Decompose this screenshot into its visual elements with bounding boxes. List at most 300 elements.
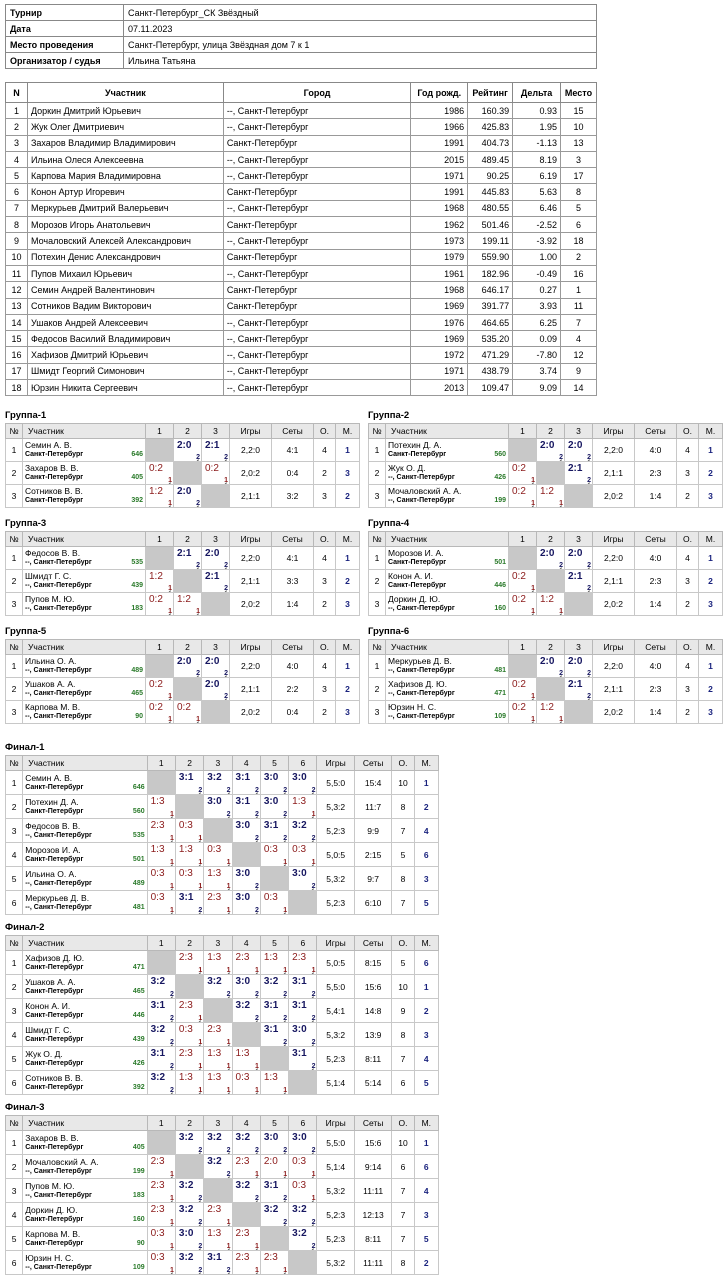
col-opponent-header: 3 <box>565 424 593 439</box>
participant-name-cell <box>23 701 146 724</box>
participant-cell: 8.19 <box>513 151 561 167</box>
match-points: 2 <box>254 1015 259 1022</box>
participant-city-line <box>25 963 144 973</box>
col-opponent-header: 3 <box>202 532 230 547</box>
participant-rating: 392 <box>132 1083 145 1091</box>
place-cell: 2 <box>699 462 723 485</box>
match-score: 2:0 <box>263 1156 278 1167</box>
match-score-cell <box>289 1047 317 1071</box>
participant-cell: 480.55 <box>468 200 513 216</box>
participant-city: --, Санкт-Петербург <box>25 1167 92 1175</box>
place-cell: 6 <box>414 951 438 975</box>
sets-cell: 14:8 <box>354 999 391 1023</box>
match-score-cell <box>232 1227 260 1251</box>
col-sets-header: Сеты <box>272 640 314 655</box>
col-sets-header: Сеты <box>635 424 677 439</box>
participant-cell: 1986 <box>411 103 468 119</box>
match-points: 1 <box>226 1063 231 1070</box>
games-cell: 2,1:1 <box>230 678 272 701</box>
participant-name: Доркин Д. Ю. <box>25 1204 78 1215</box>
match-score: 3:2 <box>178 1180 194 1191</box>
match-score: 3:1 <box>263 1024 279 1035</box>
participant-name-cell <box>23 867 147 891</box>
participant-row <box>6 233 597 249</box>
self-cell <box>147 771 175 795</box>
match-score: 2:1 <box>177 548 192 559</box>
standings-row <box>369 678 723 701</box>
participant-cell: 11 <box>6 265 28 281</box>
participant-city: --, Санкт-Петербург <box>388 690 455 697</box>
match-points: 2 <box>198 1267 203 1274</box>
participant-city-line <box>388 666 506 676</box>
match-score-cell <box>146 678 174 701</box>
participant-cell: 17 <box>561 168 597 184</box>
games-cell: 5,2:3 <box>317 1227 354 1251</box>
place-cell: 2 <box>414 1251 438 1275</box>
sets-cell: 12:13 <box>354 1203 391 1227</box>
participant-cell: 1991 <box>411 184 468 200</box>
participant-name-cell <box>23 462 146 485</box>
match-score-cell <box>537 547 565 570</box>
standings-row <box>6 1023 439 1047</box>
match-score-cell <box>202 462 230 485</box>
participant-name: Сотников В. В. <box>25 486 83 496</box>
participant-city-line <box>25 1083 144 1093</box>
col-num-header: № <box>6 1116 23 1131</box>
participant-cell: Пупов Михаил Юрьевич <box>27 265 223 281</box>
participant-row <box>6 380 597 396</box>
sets-cell: 1:4 <box>635 701 677 724</box>
participant-cell: Жук Олег Дмитриевич <box>27 119 223 135</box>
col-games-header: Игры <box>230 424 272 439</box>
participant-city-line <box>25 855 144 865</box>
col-participant-header: Участник <box>23 424 146 439</box>
row-number: 2 <box>6 678 23 701</box>
row-number: 4 <box>6 843 23 867</box>
col-points-header: О. <box>314 424 336 439</box>
match-points: 2 <box>196 562 200 569</box>
match-points: 1 <box>531 585 535 592</box>
match-points: 1 <box>254 967 259 974</box>
match-points: 1 <box>224 477 228 484</box>
participant-city-line <box>25 903 144 913</box>
participant-rating: 109 <box>132 1263 145 1271</box>
match-score-cell <box>289 1179 317 1203</box>
participant-city: --, Санкт-Петербург <box>25 559 92 566</box>
standings-row <box>6 795 439 819</box>
participant-cell: 15 <box>6 331 28 347</box>
participant-rating: 646 <box>131 451 143 458</box>
match-points: 2 <box>170 1015 174 1022</box>
participant-rating: 489 <box>132 879 145 887</box>
match-score: 2:3 <box>178 1048 193 1059</box>
participant-cell: 489.45 <box>468 151 513 167</box>
match-points: 1 <box>168 585 172 592</box>
col-games-header: Игры <box>317 1116 354 1131</box>
row-number: 1 <box>6 547 23 570</box>
participant-row <box>6 119 597 135</box>
match-points: 1 <box>283 1087 288 1094</box>
match-score: 2:3 <box>150 1204 165 1215</box>
participant-name: Ильина О. А. <box>25 656 77 666</box>
match-points: 1 <box>170 859 174 866</box>
match-score: 0:2 <box>512 571 526 582</box>
participant-cell: 13 <box>6 298 28 314</box>
participant-name-cell <box>386 701 509 724</box>
participant-name: Семин А. В. <box>25 772 73 783</box>
participant-name-cell <box>386 570 509 593</box>
place-cell: 3 <box>336 701 360 724</box>
participant-rating: 426 <box>132 1059 145 1067</box>
sets-cell: 8:11 <box>354 1047 391 1071</box>
points-cell: 4 <box>314 655 336 678</box>
place-cell: 1 <box>336 547 360 570</box>
participant-cell: Конон Артур Игоревич <box>27 184 223 200</box>
match-score-cell <box>175 1227 203 1251</box>
participant-name-cell <box>23 1023 147 1047</box>
participant-name: Конон А. И. <box>388 571 434 581</box>
standings-row <box>6 771 439 795</box>
match-score-cell <box>175 867 203 891</box>
match-score: 2:0 <box>177 486 192 497</box>
match-points: 2 <box>196 454 200 461</box>
participant-cell: 3 <box>6 135 28 151</box>
points-cell: 6 <box>392 1071 414 1095</box>
col-points-header: О. <box>392 1116 414 1131</box>
participant-name: Доркин Д. Ю. <box>388 594 441 604</box>
col-sets-header: Сеты <box>354 936 391 951</box>
participant-cell: Ильина Олеся Алексеевна <box>27 151 223 167</box>
col-sets-header: Сеты <box>272 532 314 547</box>
participant-name-cell <box>23 843 147 867</box>
col-points-header: О. <box>314 532 336 547</box>
standings-row <box>369 655 723 678</box>
match-score-cell <box>260 1251 288 1275</box>
row-number: 5 <box>6 1227 23 1251</box>
row-number: 2 <box>369 570 386 593</box>
sets-cell: 4:1 <box>272 547 314 570</box>
participant-cell: 18 <box>6 380 28 396</box>
points-cell: 10 <box>392 1131 414 1155</box>
standings-row <box>6 975 439 999</box>
match-points: 1 <box>198 883 203 890</box>
points-cell: 7 <box>392 1227 414 1251</box>
match-score-cell <box>289 819 317 843</box>
match-points: 1 <box>311 859 316 866</box>
match-score-cell <box>260 1155 288 1179</box>
participant-city: Санкт-Петербург <box>25 1143 84 1151</box>
points-cell: 3 <box>677 570 699 593</box>
participant-row <box>6 331 597 347</box>
match-points: 1 <box>170 835 174 842</box>
points-cell: 6 <box>392 1155 414 1179</box>
points-cell: 5 <box>392 843 414 867</box>
self-cell <box>174 462 202 485</box>
participant-cell: 1971 <box>411 363 468 379</box>
participant-cell: -1.13 <box>513 135 561 151</box>
self-cell <box>232 1023 260 1047</box>
match-points: 1 <box>168 716 172 723</box>
col-sets-header: Сеты <box>635 640 677 655</box>
col-participant-header: Участник <box>386 424 509 439</box>
match-score: 2:3 <box>150 1180 165 1191</box>
participant-cell: Меркурьев Дмитрий Валерьевич <box>27 200 223 216</box>
match-points: 2 <box>311 991 316 998</box>
participant-cell: Санкт-Петербург <box>223 135 410 151</box>
participant-city: --, Санкт-Петербург <box>25 667 92 674</box>
points-cell: 8 <box>392 867 414 891</box>
participant-city: --, Санкт-Петербург <box>388 605 455 612</box>
match-points: 2 <box>283 1219 288 1226</box>
participant-name-cell <box>386 439 509 462</box>
col-points-header: О. <box>677 640 699 655</box>
standings-row <box>6 843 439 867</box>
info-value: Санкт-Петербург, улица Звёздная дом 7 к 1 <box>124 37 597 53</box>
sets-cell: 0:4 <box>272 701 314 724</box>
match-score: 0:3 <box>292 844 307 855</box>
sets-cell: 9:14 <box>354 1155 391 1179</box>
match-points: 2 <box>226 1171 231 1178</box>
participant-cell: Карпова Мария Владимировна <box>27 168 223 184</box>
participant-cell: 445.83 <box>468 184 513 200</box>
match-score-cell <box>204 891 232 915</box>
self-cell <box>289 891 317 915</box>
participant-city: Санкт-Петербург <box>25 1035 84 1043</box>
participant-name-cell <box>23 1071 147 1095</box>
participant-name: Ушаков А. А. <box>25 679 76 689</box>
col-participant-header: Участник <box>23 756 147 771</box>
match-score-cell <box>175 771 203 795</box>
match-score: 0:3 <box>207 844 222 855</box>
col-opponent-header: 5 <box>260 756 288 771</box>
place-cell: 6 <box>414 843 438 867</box>
self-cell <box>202 485 230 508</box>
match-score: 2:0 <box>568 440 583 451</box>
match-score-cell <box>509 485 537 508</box>
col-opponent-header: 4 <box>232 756 260 771</box>
match-points: 1 <box>559 500 563 507</box>
match-score: 3:1 <box>150 1000 166 1011</box>
match-score: 0:2 <box>149 463 163 474</box>
match-points: 1 <box>311 1195 316 1202</box>
participant-cell: Потехин Денис Александрович <box>27 249 223 265</box>
match-points: 1 <box>531 716 535 723</box>
participant-cell: 1961 <box>411 265 468 281</box>
participant-cell: 0.93 <box>513 103 561 119</box>
match-points: 1 <box>531 477 535 484</box>
points-cell: 9 <box>392 999 414 1023</box>
self-cell <box>565 485 593 508</box>
participant-cell: 1.00 <box>513 249 561 265</box>
match-points: 2 <box>254 907 259 914</box>
match-points: 1 <box>170 883 174 890</box>
participants-header-cell: Дельта <box>513 83 561 103</box>
standings-row <box>6 891 439 915</box>
col-games-header: Игры <box>317 936 354 951</box>
self-cell <box>175 795 203 819</box>
match-score-cell <box>260 999 288 1023</box>
match-score: 3:0 <box>263 772 279 783</box>
match-score-cell <box>174 593 202 616</box>
participant-rating: 481 <box>132 903 145 911</box>
match-score-cell <box>232 891 260 915</box>
participant-city-line <box>25 666 143 676</box>
participant-city-line <box>25 473 143 483</box>
participant-cell: Ушаков Андрей Алексеевич <box>27 314 223 330</box>
match-score-cell <box>232 867 260 891</box>
row-number: 6 <box>6 1071 23 1095</box>
games-cell: 2,2:0 <box>230 655 272 678</box>
col-participant-header: Участник <box>23 532 146 547</box>
participant-cell: 1979 <box>411 249 468 265</box>
col-place-header: М. <box>336 532 360 547</box>
col-opponent-header: 1 <box>509 424 537 439</box>
match-points: 2 <box>587 562 591 569</box>
col-participant-header: Участник <box>386 532 509 547</box>
points-cell: 7 <box>392 1179 414 1203</box>
participant-name-cell <box>386 593 509 616</box>
participant-name: Шмидт Г. С. <box>25 571 72 581</box>
match-score-cell <box>147 1047 175 1071</box>
match-points: 2 <box>311 835 316 842</box>
match-score-cell <box>204 1203 232 1227</box>
participant-cell: 2015 <box>411 151 468 167</box>
participant-rating: 560 <box>494 451 506 458</box>
participant-name: Сотников В. В. <box>25 1072 84 1083</box>
match-score: 3:1 <box>235 772 250 783</box>
points-cell: 10 <box>392 975 414 999</box>
match-score-cell <box>537 655 565 678</box>
col-opponent-header: 2 <box>175 756 203 771</box>
participant-city-line <box>25 689 143 699</box>
match-score: 3:2 <box>292 1204 307 1215</box>
match-score: 0:3 <box>150 1228 165 1239</box>
group-block <box>5 410 359 508</box>
match-score: 3:0 <box>207 796 222 807</box>
row-number: 3 <box>6 485 23 508</box>
match-score-cell <box>204 1047 232 1071</box>
participant-row <box>6 103 597 119</box>
match-points: 2 <box>311 1063 316 1070</box>
col-place-header: М. <box>336 424 360 439</box>
match-score-cell <box>147 1251 175 1275</box>
col-num-header: № <box>6 424 23 439</box>
match-score: 2:1 <box>205 440 220 451</box>
match-score-cell <box>202 655 230 678</box>
participant-cell: -2.52 <box>513 217 561 233</box>
match-score: 2:3 <box>263 1252 278 1263</box>
match-score: 2:0 <box>568 656 583 667</box>
participant-name-cell <box>23 1155 147 1179</box>
participant-name: Меркурьев Д. В. <box>388 656 452 666</box>
match-score: 3:2 <box>292 820 307 831</box>
participant-city-line <box>25 1035 144 1045</box>
points-cell: 4 <box>677 439 699 462</box>
match-points: 2 <box>559 454 563 461</box>
participant-cell: 14 <box>561 380 597 396</box>
games-cell: 2,0:2 <box>593 485 635 508</box>
participant-cell: Шмидт Георгий Симонович <box>27 363 223 379</box>
participant-cell: 646.17 <box>468 282 513 298</box>
participants-header-cell: Город <box>223 83 410 103</box>
info-label: Организатор / судья <box>6 53 124 69</box>
participant-name: Жук О. Д. <box>25 1048 63 1059</box>
col-opponent-header: 1 <box>147 756 175 771</box>
match-score-cell <box>174 547 202 570</box>
participant-cell: Санкт-Петербург <box>223 184 410 200</box>
participant-cell: 425.83 <box>468 119 513 135</box>
games-cell: 5,4:1 <box>317 999 354 1023</box>
games-cell: 5,2:3 <box>317 1047 354 1071</box>
col-games-header: Игры <box>593 640 635 655</box>
sets-cell: 4:1 <box>272 439 314 462</box>
match-score-cell <box>232 975 260 999</box>
participant-cell: --, Санкт-Петербург <box>223 151 410 167</box>
match-points: 2 <box>254 835 259 842</box>
info-row <box>6 21 597 37</box>
match-score-cell <box>204 1023 232 1047</box>
place-cell: 3 <box>414 1023 438 1047</box>
standings-row <box>6 570 360 593</box>
games-cell: 5,2:3 <box>317 891 354 915</box>
points-cell: 4 <box>314 547 336 570</box>
self-cell <box>260 1047 288 1071</box>
match-score-cell <box>509 593 537 616</box>
participant-city-line <box>25 1011 144 1021</box>
row-number: 1 <box>6 439 23 462</box>
participant-city: Санкт-Петербург <box>25 1239 84 1247</box>
participant-cell: Санкт-Петербург <box>223 282 410 298</box>
points-cell: 4 <box>677 655 699 678</box>
match-score-cell <box>289 975 317 999</box>
match-points: 2 <box>254 883 259 890</box>
match-points: 2 <box>283 835 288 842</box>
participant-name: Шмидт Г. С. <box>25 1024 72 1035</box>
participant-rating: 160 <box>132 1215 145 1223</box>
match-score-cell <box>232 771 260 795</box>
match-score: 0:2 <box>512 486 526 497</box>
games-cell: 5,3:2 <box>317 867 354 891</box>
match-score-cell <box>537 593 565 616</box>
participant-city: Санкт-Петербург <box>25 1215 84 1223</box>
participant-cell: 8 <box>561 184 597 200</box>
match-score-cell <box>232 999 260 1023</box>
row-number: 3 <box>6 593 23 616</box>
place-cell: 1 <box>699 439 723 462</box>
participant-cell: Сотников Вадим Викторович <box>27 298 223 314</box>
match-points: 1 <box>226 1219 231 1226</box>
participant-city: --, Санкт-Петербург <box>25 713 92 720</box>
match-points: 1 <box>226 859 231 866</box>
col-place-header: М. <box>336 640 360 655</box>
place-cell: 2 <box>414 999 438 1023</box>
group-block <box>368 626 722 724</box>
participant-cell: --, Санкт-Петербург <box>223 200 410 216</box>
sets-cell: 8:15 <box>354 951 391 975</box>
participant-city: Санкт-Петербург <box>388 451 447 458</box>
games-cell: 5,1:4 <box>317 1071 354 1095</box>
col-points-header: О. <box>314 640 336 655</box>
participant-city: Санкт-Петербург <box>25 783 84 791</box>
match-score: 1:3 <box>150 844 165 855</box>
match-score: 1:2 <box>177 594 191 605</box>
place-cell: 4 <box>414 819 438 843</box>
match-score: 3:2 <box>207 976 222 987</box>
match-score: 3:2 <box>178 1132 194 1143</box>
participant-city: --, Санкт-Петербург <box>388 713 455 720</box>
participant-cell: 464.65 <box>468 314 513 330</box>
group-header-row <box>6 424 360 439</box>
